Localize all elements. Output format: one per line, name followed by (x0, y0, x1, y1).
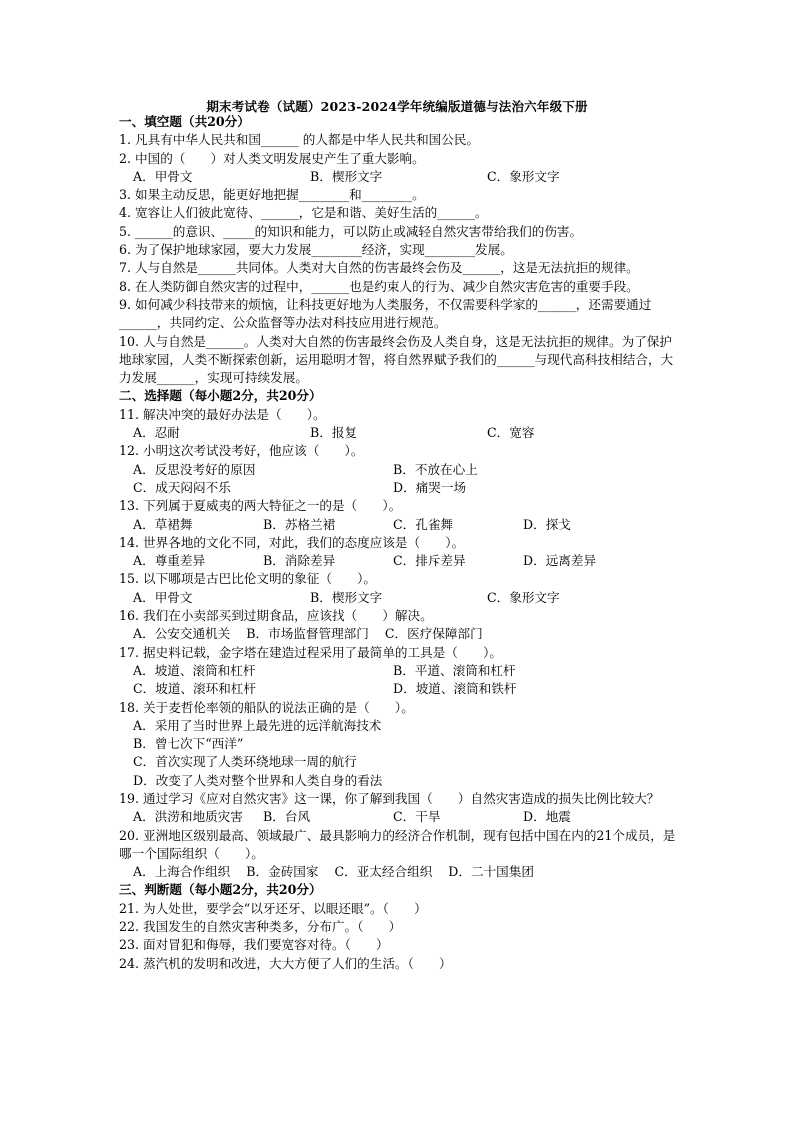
option-b: B．不放在心上 (393, 461, 478, 477)
option-a: A．坡道、滚筒和杠杆 (133, 662, 256, 678)
question-22: 22. 我国发生的自然灾害种类多，分布广。（ ） (119, 919, 402, 935)
question-7: 7. 人与自然是______共同体。人类对大自然的伤害最终会伤及______，这是无法抗拒的规律。 (119, 260, 639, 276)
question-16-options (119, 625, 679, 643)
question-13: 13. 下列属于夏威夷的两大特征之一的是（ ）。 (119, 498, 402, 514)
option-a: A．洪涝和地质灾害 (133, 809, 243, 825)
option-a: A．忍耐 (133, 425, 180, 441)
question-24: 24. 蒸汽机的发明和改进，大大方便了人们的生活。（ ） (119, 955, 452, 971)
question-21: 21. 为人处世，要学会“以牙还牙、以眼还眼”。（ ） (119, 900, 427, 916)
option-c: C．首次实现了人类环绕地球一周的航行 (133, 754, 357, 770)
option-c: C．象形文字 (487, 589, 560, 605)
question-23: 23. 面对冒犯和侮辱，我们要宽容对待。（ ） (119, 937, 389, 953)
question-12-options-row2 (119, 479, 679, 497)
option-c: C．坡道、滚环和杠杆 (133, 681, 256, 697)
option-b: B．市场监督管理部门 (246, 626, 369, 642)
option-a: A．采用了当时世界上最先进的远洋航海技术 (133, 717, 382, 733)
option-c: C．干旱 (393, 809, 441, 825)
option-c: C．成天闷闷不乐 (133, 479, 231, 495)
option-b: B．苏格兰裙 (263, 516, 336, 532)
question-19: 19. 通过学习《应对自然灾害》这一课，你了解到我国（ ）自然灾害造成的损失比例比较大？ (119, 790, 660, 806)
section-multiple-choice: 二、选择题（每小题2分，共20分） (119, 388, 322, 404)
question-19-options (119, 808, 679, 826)
option-c: C．医疗保障部门 (384, 626, 483, 642)
option-d: D．远离差异 (523, 553, 597, 569)
question-12-options-row1 (119, 461, 679, 479)
question-8: 8. 在人类防御自然灾害的过程中，______也是约束人的行为、减少自然灾害危害的重要手段。 (119, 278, 639, 294)
question-18: 18. 关于麦哲伦率领的船队的说法正确的是（ ）。 (119, 699, 414, 715)
exam-content (119, 113, 679, 973)
question-11: 11. 解决冲突的最好办法是（ ）。 (119, 406, 326, 422)
question-20-options (119, 863, 679, 881)
question-17-options-row2 (119, 680, 679, 698)
question-20: 20. 亚洲地区级别最高、领域最广、最具影响力的经济合作机制，现有包括中国在内的21个成员，是哪一个国际组织（ ）。 (119, 827, 676, 861)
question-10: 10. 人与自然是______。人类对大自然的伤害最终会伤及人类自身，这是无法抗拒的规律。为了保护地球家园，人类不断探索创新，运用聪明才智，将自然界赋予我们的______与现代高科技相结合，大力发展______，实现可持续发展。 (119, 333, 674, 386)
option-b: B．平道、滚筒和杠杆 (393, 662, 516, 678)
option-c: C．亚太经合组织 (334, 864, 433, 880)
option-b: B．台风 (263, 809, 311, 825)
question-15: 15. 以下哪项是古巴比伦文明的象征（ ）。 (119, 571, 377, 587)
option-d: D．探戈 (523, 516, 571, 532)
question-2-options (119, 168, 679, 186)
question-17-options-row1 (119, 662, 679, 680)
question-11-options (119, 424, 679, 442)
option-a: A．尊重差异 (133, 553, 206, 569)
question-1: 1. 凡具有中华人民共和国______ 的人都是中华人民共和国公民。 (119, 132, 480, 148)
option-c: C．象形文字 (487, 168, 560, 184)
question-9: 9. 如何减少科技带来的烦恼，让科技更好地为人类服务，不仅需要科学家的______，还需要通过______，共同约定、公众监督等办法对科技应用进行规范。 (119, 296, 652, 331)
option-b: B．报复 (310, 425, 358, 441)
option-d: D．坡道、滚筒和铁杆 (393, 681, 517, 697)
option-a: A．公安交通机关 (133, 626, 231, 642)
option-a: A．甲骨文 (133, 168, 193, 184)
question-5: 5. ______的意识、_____的知识和能力，可以防止或减轻自然灾害带给我们的伤害。 (119, 223, 583, 239)
section-true-false: 三、判断题（每小题2分，共20分） (119, 882, 322, 898)
question-15-options (119, 589, 679, 607)
option-b: B．曾七次下“西洋” (133, 736, 244, 752)
section-fill-blank: 一、填空题（共20分） (119, 114, 250, 129)
option-b: B．楔形文字 (310, 589, 383, 605)
question-13-options (119, 516, 679, 534)
question-12: 12. 小明这次考试没考好，他应该（ ）。 (119, 443, 364, 459)
question-4: 4. 宽容让人们彼此宽待、______，它是和谐、美好生活的______。 (119, 205, 488, 221)
option-b: B．金砖国家 (246, 864, 319, 880)
option-c: C．孔雀舞 (393, 516, 454, 532)
option-d: D．二十国集团 (448, 864, 534, 880)
option-b: B．消除差异 (263, 553, 336, 569)
option-c: C．宽容 (487, 425, 535, 441)
question-17: 17. 据史料记载，金字塔在建造过程采用了最简单的工具是（ ）。 (119, 644, 502, 660)
question-16: 16. 我们在小卖部买到过期食品，应该找（ ）解决。 (119, 608, 433, 624)
question-3: 3. 如果主动反思，能更好地把握________和________。 (119, 187, 425, 203)
option-c: C．排斥差异 (393, 553, 466, 569)
option-a: A．反思没考好的原因 (133, 461, 256, 477)
question-2: 2. 中国的（ ）对人类文明发展史产生了重大影响。 (119, 150, 425, 166)
option-a: A．草裙舞 (133, 516, 193, 532)
question-6: 6. 为了保护地球家园，要大力发展________经济，实现________发展。 (119, 242, 513, 258)
option-d: D．痛哭一场 (393, 479, 467, 495)
question-14-options (119, 552, 679, 570)
option-a: A．甲骨文 (133, 589, 193, 605)
question-14: 14. 世界各地的文化不同，对此，我们的态度应该是（ ）。 (119, 534, 465, 550)
option-d: D．地震 (523, 809, 571, 825)
exam-title: 期末考试卷（试题）2023-2024学年统编版道德与法治六年级下册 (206, 99, 588, 114)
option-d: D．改变了人类对整个世界和人类自身的看法 (133, 772, 383, 788)
option-b: B．楔形文字 (310, 168, 383, 184)
option-a: A．上海合作组织 (133, 864, 231, 880)
